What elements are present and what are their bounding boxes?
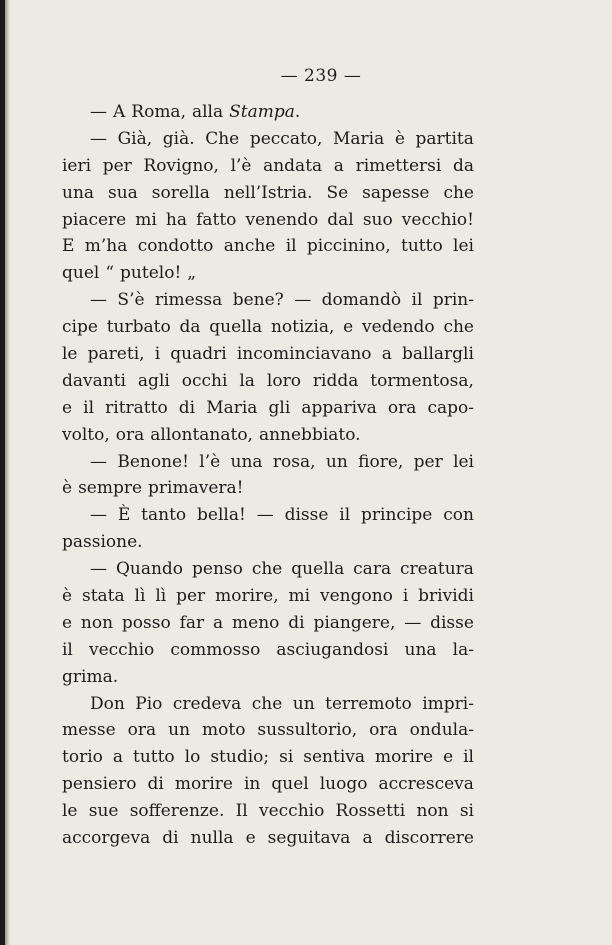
body-text	[62, 99, 474, 852]
text-line: ieri per Rovigno, l’è andata a rimettersi da	[62, 155, 474, 176]
text-line: — A Roma, alla Stampa.	[90, 102, 301, 122]
page-number: — 239 —	[280, 66, 362, 86]
text-line: torio a tutto lo studio; si sentiva morire e il	[62, 747, 474, 768]
text-line: le sue sofferenze. Il vecchio Rossetti non si	[62, 801, 474, 822]
text-line: il vecchio commosso asciugandosi una la-	[62, 639, 474, 660]
text-line: volto, ora allontanato, annebbiato.	[62, 424, 361, 445]
text-line: messe ora un moto sussultorio, ora ondula-	[62, 720, 474, 741]
text-line: e il ritratto di Maria gli appariva ora capo-	[62, 397, 474, 418]
text-line: le pareti, i quadri incominciavano a ballargli	[62, 344, 474, 365]
text-line: piacere mi ha fatto venendo dal suo vecchio!	[62, 209, 474, 230]
text-line: E m’ha condotto anche il piccinino, tutto lei	[62, 236, 474, 257]
text-line: una sua sorella nell’Istria. Se sapesse che	[62, 182, 474, 203]
text-line: — Benone! l’è una rosa, un fiore, per lei	[90, 451, 474, 472]
text-line: pensiero di morire in quel luogo accresceva	[62, 774, 474, 795]
text-line: e non posso far a meno di piangere, — disse	[62, 612, 474, 633]
text-line: — Quando penso che quella cara creatura	[90, 559, 474, 580]
text-line: Don Pio credeva che un terremoto impri-	[90, 693, 474, 714]
text-line: quel “ putelo! „	[62, 263, 197, 284]
binding-shadow	[5, 0, 10, 945]
text-line: — Già, già. Che peccato, Maria è partita	[90, 128, 474, 149]
text-line: — S’è rimessa bene? — domandò il prin-	[90, 290, 474, 311]
text-line: accorgeva di nulla e seguitava a discorrere	[62, 828, 474, 849]
text-line: passione.	[62, 532, 143, 553]
text-line: davanti agli occhi la loro ridda tormentosa,	[62, 370, 474, 391]
text-line: — È tanto bella! — disse il principe con	[90, 505, 474, 526]
text-line: cipe turbato da quella notizia, e vedendo che	[62, 317, 474, 338]
text-line: è sempre primavera!	[62, 478, 244, 499]
text-line: è stata lì lì per morire, mi vengono i brividi	[62, 586, 474, 607]
text-line: grima.	[62, 666, 119, 687]
